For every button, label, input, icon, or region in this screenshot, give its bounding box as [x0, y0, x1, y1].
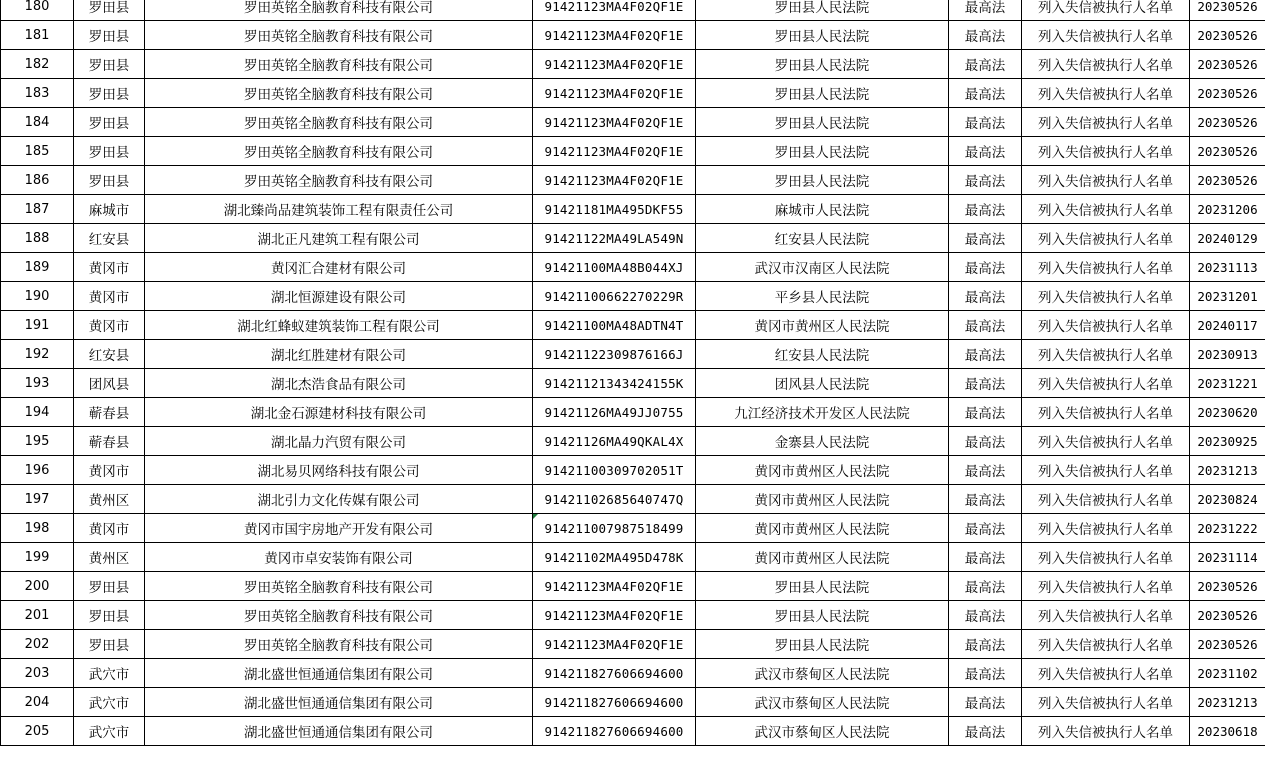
cell-company-name[interactable]: 湖北易贝网络科技有限公司 — [145, 456, 533, 485]
cell-credit-code[interactable]: 91421123MA4F02QF1E — [533, 572, 696, 601]
cell-court[interactable]: 黄冈市黄州区人民法院 — [696, 485, 949, 514]
table-row — [1, 485, 1266, 514]
cell-serial-number[interactable]: 191 — [1, 311, 74, 340]
table-row — [1, 108, 1266, 137]
cell-serial-number[interactable]: 181 — [1, 21, 74, 50]
cell-date[interactable]: 20231222 — [1190, 514, 1266, 543]
table-row — [1, 137, 1266, 166]
cell-source[interactable]: 最高法 — [949, 485, 1022, 514]
cell-credit-code[interactable]: 91421100MA48B044XJ — [533, 253, 696, 282]
cell-court[interactable]: 红安县人民法院 — [696, 224, 949, 253]
cell-serial-number[interactable]: 193 — [1, 369, 74, 398]
cell-action[interactable]: 列入失信被执行人名单 — [1022, 166, 1190, 195]
cell-date[interactable]: 20231213 — [1190, 456, 1266, 485]
cell-court[interactable]: 罗田县人民法院 — [696, 0, 949, 21]
cell-action[interactable]: 列入失信被执行人名单 — [1022, 543, 1190, 572]
cell-action[interactable]: 列入失信被执行人名单 — [1022, 456, 1190, 485]
cell-serial-number[interactable]: 195 — [1, 427, 74, 456]
cell-source[interactable]: 最高法 — [949, 0, 1022, 21]
table-row — [1, 688, 1266, 717]
cell-credit-code[interactable]: 914211827606694600 — [533, 688, 696, 717]
cell-action[interactable]: 列入失信被执行人名单 — [1022, 369, 1190, 398]
cell-date[interactable]: 20231113 — [1190, 253, 1266, 282]
cell-date[interactable]: 20230526 — [1190, 601, 1266, 630]
table-row — [1, 340, 1266, 369]
cell-action[interactable]: 列入失信被执行人名单 — [1022, 195, 1190, 224]
cell-company-name[interactable]: 湖北金石源建材科技有限公司 — [145, 398, 533, 427]
cell-area[interactable]: 罗田县 — [74, 0, 145, 21]
cell-source[interactable]: 最高法 — [949, 195, 1022, 224]
cell-credit-code[interactable]: 91421123MA4F02QF1E — [533, 108, 696, 137]
cell-court[interactable]: 武汉市汉南区人民法院 — [696, 253, 949, 282]
cell-serial-number[interactable]: 204 — [1, 688, 74, 717]
cell-date[interactable]: 20230824 — [1190, 485, 1266, 514]
cell-company-name[interactable]: 湖北盛世恒通通信集团有限公司 — [145, 688, 533, 717]
table-row — [1, 282, 1266, 311]
cell-company-name[interactable]: 湖北红胜建材有限公司 — [145, 340, 533, 369]
cell-credit-code[interactable]: 91421123MA4F02QF1E — [533, 0, 696, 21]
cell-date[interactable]: 20230526 — [1190, 79, 1266, 108]
table-row — [1, 543, 1266, 572]
cell-area[interactable]: 黄冈市 — [74, 456, 145, 485]
cell-serial-number[interactable]: 197 — [1, 485, 74, 514]
cell-company-name[interactable]: 罗田英铭全脑教育科技有限公司 — [145, 108, 533, 137]
cell-date[interactable]: 20230526 — [1190, 50, 1266, 79]
cell-company-name[interactable]: 湖北盛世恒通通信集团有限公司 — [145, 659, 533, 688]
cell-action[interactable]: 列入失信被执行人名单 — [1022, 340, 1190, 369]
cell-action[interactable]: 列入失信被执行人名单 — [1022, 717, 1190, 746]
table-row — [1, 398, 1266, 427]
cell-date[interactable]: 20230526 — [1190, 108, 1266, 137]
cell-source[interactable]: 最高法 — [949, 137, 1022, 166]
cell-area[interactable]: 红安县 — [74, 340, 145, 369]
cell-action[interactable]: 列入失信被执行人名单 — [1022, 282, 1190, 311]
cell-court[interactable]: 罗田县人民法院 — [696, 137, 949, 166]
cell-credit-code[interactable]: 91421123MA4F02QF1E — [533, 79, 696, 108]
cell-area[interactable]: 罗田县 — [74, 79, 145, 108]
table-row — [1, 253, 1266, 282]
cell-court[interactable]: 红安县人民法院 — [696, 340, 949, 369]
cell-source[interactable]: 最高法 — [949, 340, 1022, 369]
cell-court[interactable]: 麻城市人民法院 — [696, 195, 949, 224]
cell-source[interactable]: 最高法 — [949, 688, 1022, 717]
cell-company-name[interactable]: 罗田英铭全脑教育科技有限公司 — [145, 0, 533, 21]
cell-court[interactable]: 罗田县人民法院 — [696, 572, 949, 601]
cell-credit-code[interactable]: 91421126MA49QKAL4X — [533, 427, 696, 456]
cell-source[interactable]: 最高法 — [949, 253, 1022, 282]
cell-credit-code[interactable]: 914211827606694600 — [533, 717, 696, 746]
cell-company-name[interactable]: 湖北盛世恒通通信集团有限公司 — [145, 717, 533, 746]
cell-serial-number[interactable]: 192 — [1, 340, 74, 369]
cell-serial-number[interactable]: 189 — [1, 253, 74, 282]
cell-source[interactable]: 最高法 — [949, 659, 1022, 688]
table-row — [1, 601, 1266, 630]
table-row — [1, 50, 1266, 79]
cell-source[interactable]: 最高法 — [949, 601, 1022, 630]
cell-area[interactable]: 麻城市 — [74, 195, 145, 224]
cell-area[interactable]: 罗田县 — [74, 601, 145, 630]
cell-source[interactable]: 最高法 — [949, 21, 1022, 50]
cell-company-name[interactable]: 罗田英铭全脑教育科技有限公司 — [145, 79, 533, 108]
cell-source[interactable]: 最高法 — [949, 108, 1022, 137]
cell-company-name[interactable]: 罗田英铭全脑教育科技有限公司 — [145, 601, 533, 630]
cell-credit-code[interactable]: 91421102685640747Q — [533, 485, 696, 514]
cell-action[interactable]: 列入失信被执行人名单 — [1022, 137, 1190, 166]
cell-credit-code[interactable]: 91421123MA4F02QF1E — [533, 21, 696, 50]
cell-serial-number[interactable]: 184 — [1, 108, 74, 137]
cell-serial-number[interactable]: 190 — [1, 282, 74, 311]
cell-area[interactable]: 罗田县 — [74, 50, 145, 79]
cell-court[interactable]: 黄冈市黄州区人民法院 — [696, 514, 949, 543]
cell-action[interactable]: 列入失信被执行人名单 — [1022, 514, 1190, 543]
cell-credit-code[interactable]: 91421181MA495DKF55 — [533, 195, 696, 224]
cell-source[interactable]: 最高法 — [949, 427, 1022, 456]
cell-area[interactable]: 黄州区 — [74, 543, 145, 572]
cell-date[interactable]: 20230526 — [1190, 137, 1266, 166]
cell-area[interactable]: 武穴市 — [74, 717, 145, 746]
cell-company-name[interactable]: 湖北晶力汽贸有限公司 — [145, 427, 533, 456]
cell-source[interactable]: 最高法 — [949, 717, 1022, 746]
cell-court[interactable]: 武汉市蔡甸区人民法院 — [696, 659, 949, 688]
cell-court[interactable]: 团风县人民法院 — [696, 369, 949, 398]
cell-action[interactable]: 列入失信被执行人名单 — [1022, 50, 1190, 79]
cell-action[interactable]: 列入失信被执行人名单 — [1022, 21, 1190, 50]
cell-date[interactable]: 20230526 — [1190, 166, 1266, 195]
table-row — [1, 0, 1266, 21]
table-body — [1, 0, 1266, 746]
cell-area[interactable]: 黄冈市 — [74, 311, 145, 340]
cell-serial-number[interactable]: 199 — [1, 543, 74, 572]
cell-source[interactable]: 最高法 — [949, 572, 1022, 601]
cell-serial-number[interactable]: 185 — [1, 137, 74, 166]
cell-serial-number[interactable]: 198 — [1, 514, 74, 543]
cell-area[interactable]: 黄冈市 — [74, 253, 145, 282]
cell-court[interactable]: 罗田县人民法院 — [696, 108, 949, 137]
cell-source[interactable]: 最高法 — [949, 630, 1022, 659]
cell-area[interactable]: 黄州区 — [74, 485, 145, 514]
cell-serial-number[interactable]: 182 — [1, 50, 74, 79]
cell-court[interactable]: 罗田县人民法院 — [696, 21, 949, 50]
cell-serial-number[interactable]: 203 — [1, 659, 74, 688]
table-row — [1, 659, 1266, 688]
cell-action[interactable]: 列入失信被执行人名单 — [1022, 427, 1190, 456]
cell-date[interactable]: 20230526 — [1190, 0, 1266, 21]
cell-serial-number[interactable]: 186 — [1, 166, 74, 195]
table-row — [1, 572, 1266, 601]
cell-credit-code[interactable]: 91421123MA4F02QF1E — [533, 166, 696, 195]
cell-action[interactable]: 列入失信被执行人名单 — [1022, 659, 1190, 688]
cell-credit-code[interactable]: 91421123MA4F02QF1E — [533, 630, 696, 659]
cell-action[interactable]: 列入失信被执行人名单 — [1022, 485, 1190, 514]
cell-area[interactable]: 罗田县 — [74, 630, 145, 659]
cell-serial-number[interactable]: 194 — [1, 398, 74, 427]
cell-source[interactable]: 最高法 — [949, 282, 1022, 311]
cell-action[interactable]: 列入失信被执行人名单 — [1022, 572, 1190, 601]
cell-company-name[interactable]: 黄冈市国宇房地产开发有限公司 — [145, 514, 533, 543]
cell-court[interactable]: 黄冈市黄州区人民法院 — [696, 456, 949, 485]
cell-source[interactable]: 最高法 — [949, 398, 1022, 427]
cell-serial-number[interactable]: 188 — [1, 224, 74, 253]
cell-area[interactable]: 罗田县 — [74, 21, 145, 50]
cell-serial-number[interactable]: 201 — [1, 601, 74, 630]
cell-credit-code[interactable]: 91421123MA4F02QF1E — [533, 601, 696, 630]
cell-serial-number[interactable]: 200 — [1, 572, 74, 601]
table-row — [1, 311, 1266, 340]
cell-source[interactable]: 最高法 — [949, 456, 1022, 485]
cell-action[interactable]: 列入失信被执行人名单 — [1022, 224, 1190, 253]
cell-source[interactable]: 最高法 — [949, 79, 1022, 108]
cell-court[interactable]: 平乡县人民法院 — [696, 282, 949, 311]
cell-date[interactable]: 20230526 — [1190, 630, 1266, 659]
cell-source[interactable]: 最高法 — [949, 514, 1022, 543]
cell-area[interactable]: 武穴市 — [74, 659, 145, 688]
cell-date[interactable]: 20230620 — [1190, 398, 1266, 427]
sheet-right-margin — [1265, 0, 1278, 757]
cell-source[interactable]: 最高法 — [949, 369, 1022, 398]
cell-date[interactable]: 20230526 — [1190, 572, 1266, 601]
cell-court[interactable]: 罗田县人民法院 — [696, 630, 949, 659]
cell-credit-code[interactable]: 91421122MA49LA549N — [533, 224, 696, 253]
cell-court[interactable]: 九江经济技术开发区人民法院 — [696, 398, 949, 427]
cell-source[interactable]: 最高法 — [949, 311, 1022, 340]
table-row — [1, 166, 1266, 195]
cell-action[interactable]: 列入失信被执行人名单 — [1022, 79, 1190, 108]
cell-area[interactable]: 黄冈市 — [74, 514, 145, 543]
cell-area[interactable]: 蕲春县 — [74, 398, 145, 427]
cell-serial-number[interactable]: 205 — [1, 717, 74, 746]
cell-action[interactable]: 列入失信被执行人名单 — [1022, 311, 1190, 340]
cell-court[interactable]: 武汉市蔡甸区人民法院 — [696, 688, 949, 717]
table-row — [1, 514, 1266, 543]
cell-source[interactable]: 最高法 — [949, 166, 1022, 195]
cell-company-name[interactable]: 罗田英铭全脑教育科技有限公司 — [145, 630, 533, 659]
cell-serial-number[interactable]: 183 — [1, 79, 74, 108]
cell-court[interactable]: 罗田县人民法院 — [696, 601, 949, 630]
cell-company-name[interactable]: 湖北引力文化传媒有限公司 — [145, 485, 533, 514]
cell-action[interactable]: 列入失信被执行人名单 — [1022, 688, 1190, 717]
cell-serial-number[interactable]: 180 — [1, 0, 74, 21]
table-row — [1, 21, 1266, 50]
cell-action[interactable]: 列入失信被执行人名单 — [1022, 253, 1190, 282]
cell-court[interactable]: 黄冈市黄州区人民法院 — [696, 543, 949, 572]
cell-date[interactable]: 20240129 — [1190, 224, 1266, 253]
cell-credit-code[interactable]: 91421121343424155K — [533, 369, 696, 398]
cell-credit-code[interactable]: 91421126MA49JJ0755 — [533, 398, 696, 427]
cell-source[interactable]: 最高法 — [949, 224, 1022, 253]
cell-date[interactable]: 20231102 — [1190, 659, 1266, 688]
cell-area[interactable]: 红安县 — [74, 224, 145, 253]
cell-credit-code[interactable]: 914211007987518499 — [533, 514, 696, 543]
cell-area[interactable]: 黄冈市 — [74, 282, 145, 311]
table-row — [1, 427, 1266, 456]
cell-company-name[interactable]: 黄冈汇合建材有限公司 — [145, 253, 533, 282]
cell-area[interactable]: 蕲春县 — [74, 427, 145, 456]
cell-area[interactable]: 罗田县 — [74, 572, 145, 601]
cell-date[interactable]: 20240117 — [1190, 311, 1266, 340]
cell-company-name[interactable]: 罗田英铭全脑教育科技有限公司 — [145, 572, 533, 601]
cell-area[interactable]: 罗田县 — [74, 137, 145, 166]
cell-company-name[interactable]: 罗田英铭全脑教育科技有限公司 — [145, 21, 533, 50]
table-row — [1, 630, 1266, 659]
cell-court[interactable]: 黄冈市黄州区人民法院 — [696, 311, 949, 340]
cell-date[interactable]: 20230913 — [1190, 340, 1266, 369]
cell-action[interactable]: 列入失信被执行人名单 — [1022, 108, 1190, 137]
cell-action[interactable]: 列入失信被执行人名单 — [1022, 0, 1190, 21]
cell-company-name[interactable]: 湖北臻尚品建筑装饰工程有限责任公司 — [145, 195, 533, 224]
cell-serial-number[interactable]: 187 — [1, 195, 74, 224]
cell-company-name[interactable]: 湖北正凡建筑工程有限公司 — [145, 224, 533, 253]
cell-serial-number[interactable]: 196 — [1, 456, 74, 485]
cell-date[interactable]: 20231206 — [1190, 195, 1266, 224]
cell-credit-code[interactable]: 91421123MA4F02QF1E — [533, 50, 696, 79]
cell-company-name[interactable]: 湖北红蜂蚁建筑装饰工程有限公司 — [145, 311, 533, 340]
cell-date[interactable]: 20230925 — [1190, 427, 1266, 456]
cell-credit-code[interactable]: 91421122309876166J — [533, 340, 696, 369]
table-row — [1, 369, 1266, 398]
cell-credit-code[interactable]: 91421100309702051T — [533, 456, 696, 485]
cell-credit-code[interactable]: 91421102MA495D478K — [533, 543, 696, 572]
cell-date[interactable]: 20231201 — [1190, 282, 1266, 311]
cell-date[interactable]: 20230526 — [1190, 21, 1266, 50]
cell-company-name[interactable]: 湖北恒源建设有限公司 — [145, 282, 533, 311]
cell-source[interactable]: 最高法 — [949, 50, 1022, 79]
cell-company-name[interactable]: 罗田英铭全脑教育科技有限公司 — [145, 137, 533, 166]
cell-credit-code[interactable]: 91421100662270229R — [533, 282, 696, 311]
cell-court[interactable]: 罗田县人民法院 — [696, 79, 949, 108]
cell-court[interactable]: 武汉市蔡甸区人民法院 — [696, 717, 949, 746]
cell-company-name[interactable]: 湖北杰浩食品有限公司 — [145, 369, 533, 398]
cell-court[interactable]: 罗田县人民法院 — [696, 166, 949, 195]
cell-credit-code[interactable]: 91421123MA4F02QF1E — [533, 137, 696, 166]
cell-date[interactable]: 20231213 — [1190, 688, 1266, 717]
cell-serial-number[interactable]: 202 — [1, 630, 74, 659]
cell-source[interactable]: 最高法 — [949, 543, 1022, 572]
table-row — [1, 717, 1266, 746]
cell-area[interactable]: 团风县 — [74, 369, 145, 398]
cell-date[interactable]: 20230618 — [1190, 717, 1266, 746]
table-row — [1, 79, 1266, 108]
table-row — [1, 224, 1266, 253]
cell-action[interactable]: 列入失信被执行人名单 — [1022, 398, 1190, 427]
cell-company-name[interactable]: 黄冈市卓安装饰有限公司 — [145, 543, 533, 572]
table-row — [1, 456, 1266, 485]
table-row — [1, 195, 1266, 224]
cell-area[interactable]: 罗田县 — [74, 108, 145, 137]
cell-court[interactable]: 罗田县人民法院 — [696, 50, 949, 79]
cell-company-name[interactable]: 罗田英铭全脑教育科技有限公司 — [145, 166, 533, 195]
cell-date[interactable]: 20231221 — [1190, 369, 1266, 398]
cell-action[interactable]: 列入失信被执行人名单 — [1022, 630, 1190, 659]
cell-area[interactable]: 罗田县 — [74, 166, 145, 195]
cell-credit-code[interactable]: 914211827606694600 — [533, 659, 696, 688]
cell-date[interactable]: 20231114 — [1190, 543, 1266, 572]
cell-court[interactable]: 金寨县人民法院 — [696, 427, 949, 456]
cell-action[interactable]: 列入失信被执行人名单 — [1022, 601, 1190, 630]
cell-credit-code[interactable]: 91421100MA48ADTN4T — [533, 311, 696, 340]
cell-company-name[interactable]: 罗田英铭全脑教育科技有限公司 — [145, 50, 533, 79]
cell-area[interactable]: 武穴市 — [74, 688, 145, 717]
